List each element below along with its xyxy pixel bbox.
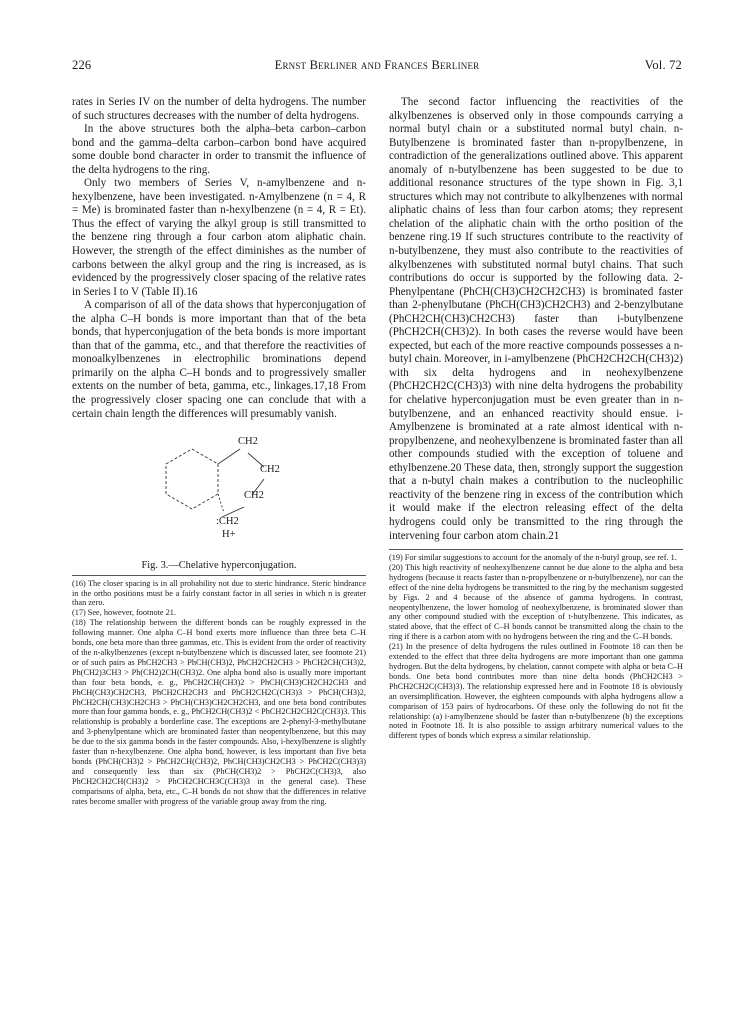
benzene-ring-structure <box>72 427 366 559</box>
footnote-19: (19) For similar suggestions to account for the anomaly of the n-butyl group, see ref. 1. <box>389 553 677 563</box>
right-column <box>389 96 683 741</box>
volume-label: Vol. 72 <box>644 58 682 72</box>
running-header <box>72 58 682 74</box>
footnote-16: (16) The closer spacing is in all probability not due to steric hindrance. Steric hindrance in the ortho positions must be a fairly constant factor in all series in which n is greater than zero. <box>72 578 366 608</box>
paragraph: The second factor influencing the reactivities of the alkylbenzenes is observed only in those compounds carrying a normal butyl chain or a substituted normal butyl chain. n-Butylbenzene is brominated faster than n-propylbenzene, in contradiction of the generalizations outlined above. This apparent anomaly of n-butylbenzene has been suggested to be due to additional resonance structures of the type shown in Fig. 3,1 structures which may not contribute to alkylbenzenes with normal aliphatic chains of less than four carbon atoms; they represent chelation of the aliphatic chain with the ortho position of the benzene ring.19 If such structures contribute to the reactivity of n-butylbenzene, they must also contribute to the reactivities of alkylbenzenes with substituted normal butyl chains. That such contributions do occur is supported by the following data. 2-Phenylpentane (PhCH(CH3)CH2CH2CH3) is brominated faster than 2-phenylbutane (PhCH(CH3)CH2CH3) and 2-benzylbutane (PhCH2CH(CH3)CH2CH3) faster than i-butylbenzene (PhCH2CH(CH3)2). In both cases the reverse would have been expected, but each of the more reactive compounds possesses a n-butyl chain. Moreover, in i-amylbenzene (PhCH2CH2CH(CH3)2) with six delta hydrogens and in neohexylbenzene (PhCH2CH2C(CH3)3) with nine delta hydrogens the probability for chelative hyperconjugation must be even greater than in n-butylbenzene, and an enhanced reactivity should ensue. i-Amylbenzene is brominated at a rate almost identical with n-propylbenzene, and neohexylbenzene is brominated faster than all other compounds studied with the exception of toluene and ethylbenzene.20 These data, then, strongly support the suggestion that a n-butyl chain makes a contribution to the nucleophilic reactivity of the benzene ring in excess of the contribution which it would make if the electron releasing effect of the delta hydrogens could only be transmitted to the ring through the intervening four carbon atom chain.21 <box>389 96 683 542</box>
footnote-20: (20) This high reactivity of neohexylbenzene cannot be due alone to the alpha and beta hydrogens (because it reacts faster than n-propylbenzene or n-butylbenzene), nor can the effect of the nine delta hydrogens be transmitted to the ring by the mechanism suggested by Figs. 2 and 4 because of the absence of gamma hydrogens. In contrast, neopentylbenzene, the lower homolog of neohexylbenzene, is brominated slower than any other compound studied with the exception of t-butylbenzene. This indicates, as stated above, that the effect of C–H bonds cannot be transmitted along the chain to the ring if there is a carbon atom with no hydrogens between the ring and the C–H bonds. <box>389 562 683 642</box>
footnote-17: (17) See, however, footnote 21. <box>72 608 176 618</box>
footnote-divider <box>389 549 683 550</box>
paragraph: rates in Series IV on the number of delta hydrogens. The number of such structures decreases with the number of delta hydrogens. <box>72 96 366 122</box>
footnote-18: (18) The relationship between the different bonds can be roughly expressed in the following manner. One alpha C–H bond exerts more influence than three beta C–H bonds, one beta more than three gammas, etc. This is evident from the order of reactivity of the n-alkylbenzenes (except n-butylbenzene which is discussed later, see footnote 21) or of such pairs as PhCH2CH3 > PhCH(CH3)2, PhCH2CH2CH3 > PhCH2CH(CH3)2, Ph(CH2)3CH3 > Ph(CH2)2CH(CH3)2. One alpha bond also is usually more important than four beta bonds, e. g., PhCH2CH(CH3)2 > PhCH(CH3)CH2CH2CH3 and PhCH(CH3)CH2CH3, PhCH2CH2CH3 and PhCH2CH2C(CH3)3 > PhCH(CH3)2, PhCH2CH(CH3)CH2CH3 > PhCH(CH3)CH2CH2CH3, and one beta bond contributes more than four gamma bonds, e. g., PhCH2CH(CH3)2 < PhCH2CH2CH2C(CH3)3. This relationship is probably a borderline case. The exceptions are 2-phenyl-3-methylbutane and 3-phenylpentane which are brominated faster than neopentylbenzene, but this may be due to the six gamma bonds in the faster compounds. Also, i-hexylbenzene is slightly faster than n-hexylbenzene. One alpha bond, however, is less important than five beta bonds (PhCH(CH3)2 > PhCH2CH(CH3)2, PhCH(CH3)CH2CH3 > PhCH2C(CH3)3) and consequently less than six (PhCH(CH3)2 > PhCH2C(CH3)3, also PhCH2CH2CH(CH3)2 > PhCH2CHCH3C(CH3)3 in the general case). These comparisons of alpha, beta, etc., C–H bonds do not show that the differences in relative rates become smaller with progress of the variable group away from the ring. <box>72 618 366 806</box>
ch2-label: CH2 <box>260 464 280 476</box>
footnote-21: (21) In the presence of delta hydrogens the rules outlined in Footnote 18 can then be extended to the effect that three delta hydrogens are more important than one gamma hydrogen. But the delta hydrogens, by chelation, cannot compete with alpha or beta C–H bonds. One beta bond contributes more than nine delta bonds (PhCH2CH3 > PhCH2CH2C(CH3)3). The relationship expressed here and in Footnote 18 is obviously an oversimplification. However, the eighteen compounds with alpha hydrogens allow a comparison of 153 pairs of hydrocarbons. Of these only the following do not fit the relationship: (a) i-amylbenzene should be faster than n-butylbenzene (b) the exceptions noted in Footnote 18. It is also possible to assign arbitrary numerical values to the different types of bonds which express a similar relationship. <box>389 642 683 741</box>
footnote-divider <box>72 575 366 576</box>
ch2-label: CH2 <box>238 436 258 448</box>
running-authors: Ernst Berliner and Frances Berliner <box>274 58 480 72</box>
figure-caption: Fig. 3.—Chelative hyperconjugation. <box>141 560 297 572</box>
figure-chelative-hyperconjugation <box>72 427 366 559</box>
page-number: 226 <box>72 58 92 72</box>
ch2-label: CH2 <box>244 490 264 502</box>
paragraph: In the above structures both the alpha–beta carbon–carbon bond and the gamma–delta carbon–carbon bond have acquired some double bond character in order to transmit the influence of the delta hydrogens to the ring. <box>72 123 366 176</box>
paragraph: Only two members of Series V, n-amylbenzene and n-hexylbenzene, have been investigated. n-Amylbenzene (n = 4, R = Me) is brominated faster than n-hexylbenzene (n = 4, R = Et). Thus the effect of varying the alkyl group is still transmitted to the benzene ring through a four carbon atom aliphatic chain. However, the strength of the effect diminishes as the number of carbons between the alkyl group and the ring is increased, as is evidenced by the progressively closer spacing of the relative rates in Series I to V (Table II).16 <box>72 177 366 298</box>
left-column <box>72 96 366 807</box>
proton-label: H+ <box>222 529 236 541</box>
paragraph: A comparison of all of the data shows that hyperconjugation of the alpha C–H bonds is more important than that of the beta bonds, that hyperconjugation of the beta bonds is more important than that of the gamma, etc., and that therefore the reactivities of monoalkylbenzenes in electrophilic brominations depend primarily on the alpha C–H bonds and to progressively smaller extents on the number of beta, gamma, etc., linkages.17,18 From the progressively closer spacing one can conclude that with a certain chain length the differences will presumably vanish. <box>72 299 366 420</box>
ch2-anion-label: :CH2 <box>216 516 239 528</box>
